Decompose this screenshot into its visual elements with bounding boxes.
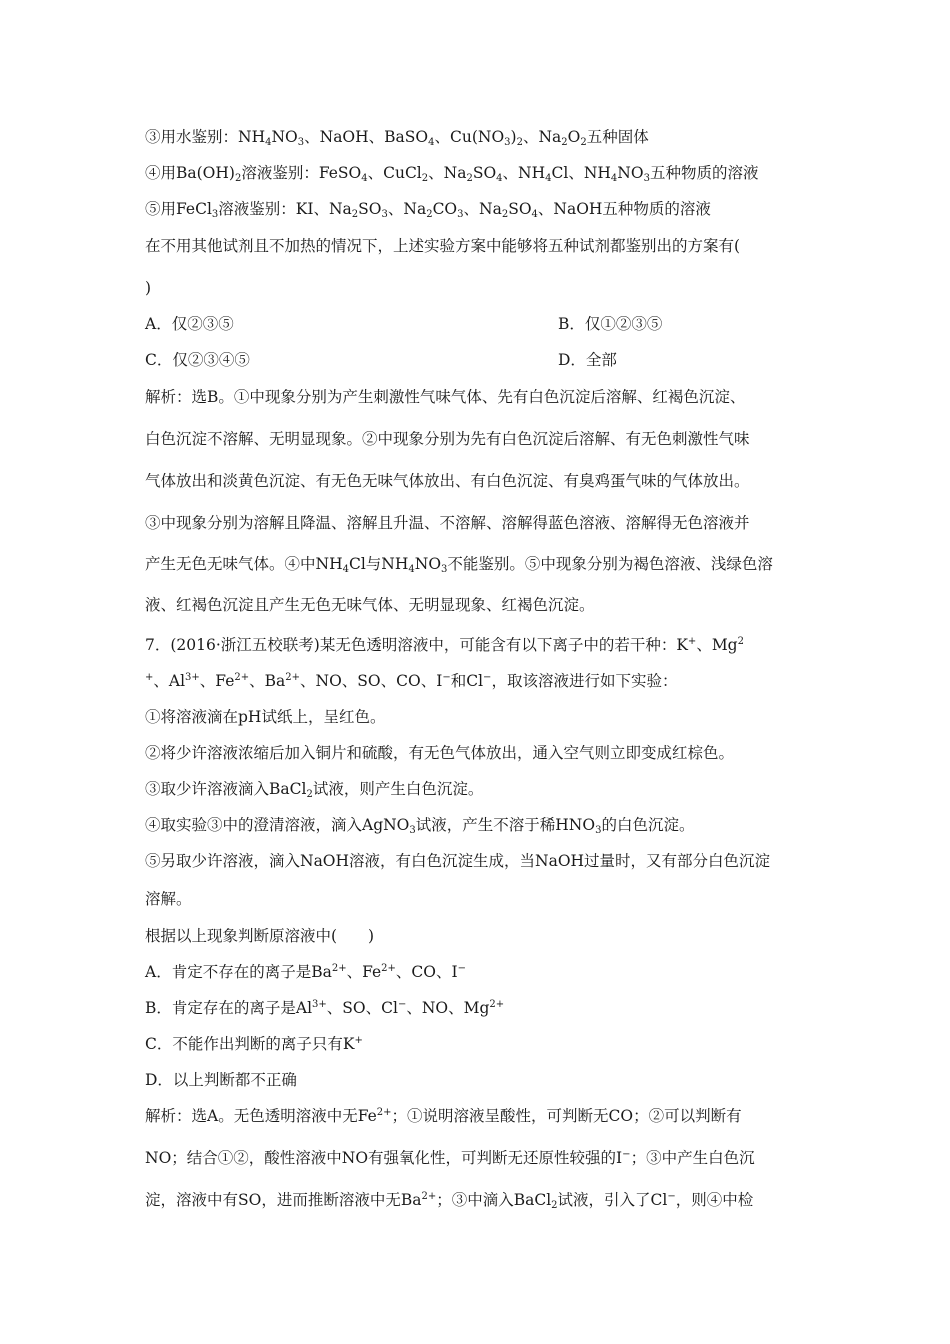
question-7-option-d: D．以上判断都不正确 <box>145 1071 297 1089</box>
analysis-6-line5: 产生无色无味气体。④中$NH_4Cl$与$NH_4NO_3$不能鉴别。⑤中现象分别为褐色溶液、浅绿色溶 <box>145 555 773 575</box>
question-7-stem-line2: +、$Al^{3+}$、$Fe^{2+}$、$Ba^{2+}$、NO、SO、CO、I−和Cl−，取该溶液进行如下实验： <box>145 672 678 690</box>
question-6-options-row1 <box>145 313 663 335</box>
item-5-fecl3-identify: ⑤用FeCl$_3$溶液鉴别：KI、$Na_2SO_3$、$Na_2CO_3$、$Na_2SO_4$、NaOH五种物质的溶液 <box>145 200 711 220</box>
question-6-options-row2 <box>145 349 617 371</box>
analysis-7-line2: NO；结合①②，酸性溶液中NO有强氧化性，可判断无还原性较强的I−；③中产生白色沉 <box>145 1149 755 1167</box>
analysis-6-line4: ③中现象分别为溶解且降温、溶解且升温、不溶解、溶解得蓝色溶液、溶解得无色溶液并 <box>145 514 750 532</box>
option-d: D．全部 <box>558 351 617 369</box>
question-7-option-a: A．肯定不存在的离子是$Ba^{2+}$、$Fe^{2+}$、CO、I− <box>145 963 467 981</box>
analysis-7-line3: 淀，溶液中有SO，进而推断溶液中无$Ba^{2+}$；③中滴入BaCl$_2$试液，引入了Cl−，则④中检 <box>145 1191 754 1211</box>
item-3-water-identify: ③用水鉴别：$NH_4NO_3$、NaOH、BaSO$_4$、$Cu(NO_3)_2$、$Na_2O_2$五种固体 <box>145 128 649 148</box>
question-7-option-c: C．不能作出判断的离子只有K+ <box>145 1035 363 1053</box>
analysis-6-line2: 白色沉淀不溶解、无明显现象。②中现象分别为先有白色沉淀后溶解、有无色刺激性气味 <box>145 430 750 448</box>
experiment-4: ④取实验③中的澄清溶液，滴入AgNO$_3$试液，产生不溶于稀$HNO_3$的白色沉淀。 <box>145 816 695 836</box>
question-7-stem: 根据以上现象判断原溶液中( ) <box>145 927 375 945</box>
question-6-stem-line1: 在不用其他试剂且不加热的情况下，上述实验方案中能够将五种试剂都鉴别出的方案有( <box>145 237 741 255</box>
question-7-option-b: B．肯定存在的离子是$Al^{3+}$、SO、Cl−、NO、$Mg^{2+}$ <box>145 999 505 1017</box>
experiment-5-line2: 溶解。 <box>145 890 192 908</box>
item-4-baoh2-identify: ④用$Ba(OH)_2$溶液鉴别：FeSO$_4$、CuCl$_2$、$Na_2SO_4$、$NH_4Cl$、$NH_4NO_3$五种物质的溶液 <box>145 164 759 184</box>
analysis-6-line3: 气体放出和淡黄色沉淀、有无色无味气体放出、有白色沉淀、有臭鸡蛋气味的气体放出。 <box>145 472 750 490</box>
experiment-3: ③取少许溶液滴入BaCl$_2$试液，则产生白色沉淀。 <box>145 780 484 800</box>
experiment-1: ①将溶液滴在pH试纸上，呈红色。 <box>145 708 386 726</box>
analysis-6-line1: 解析：选B。①中现象分别为产生刺激性气味气体、先有白色沉淀后溶解、红褐色沉淀、 <box>145 388 746 406</box>
experiment-5-line1: ⑤另取少许溶液，滴入NaOH溶液，有白色沉淀生成，当NaOH过量时，又有部分白色沉淀 <box>145 852 771 870</box>
option-a: A．仅②③⑤ <box>145 315 234 333</box>
option-c: C．仅②③④⑤ <box>145 351 250 369</box>
experiment-2: ②将少许溶液浓缩后加入铜片和硫酸，有无色气体放出，通入空气则立即变成红棕色。 <box>145 744 735 762</box>
question-7-stem-line1: 7．(2016·浙江五校联考)某无色透明溶液中，可能含有以下离子中的若干种：K+、Mg$^2$ <box>145 636 744 654</box>
analysis-7-line1: 解析：选A。无色透明溶液中无$Fe^{2+}$；①说明溶液呈酸性，可判断无CO；②可以判断有 <box>145 1107 742 1125</box>
question-6-stem-line2: ) <box>145 279 152 297</box>
analysis-6-line6: 液、红褐色沉淀且产生无色无味气体、无明显现象、红褐色沉淀。 <box>145 596 595 614</box>
option-b: B．仅①②③⑤ <box>558 315 663 333</box>
